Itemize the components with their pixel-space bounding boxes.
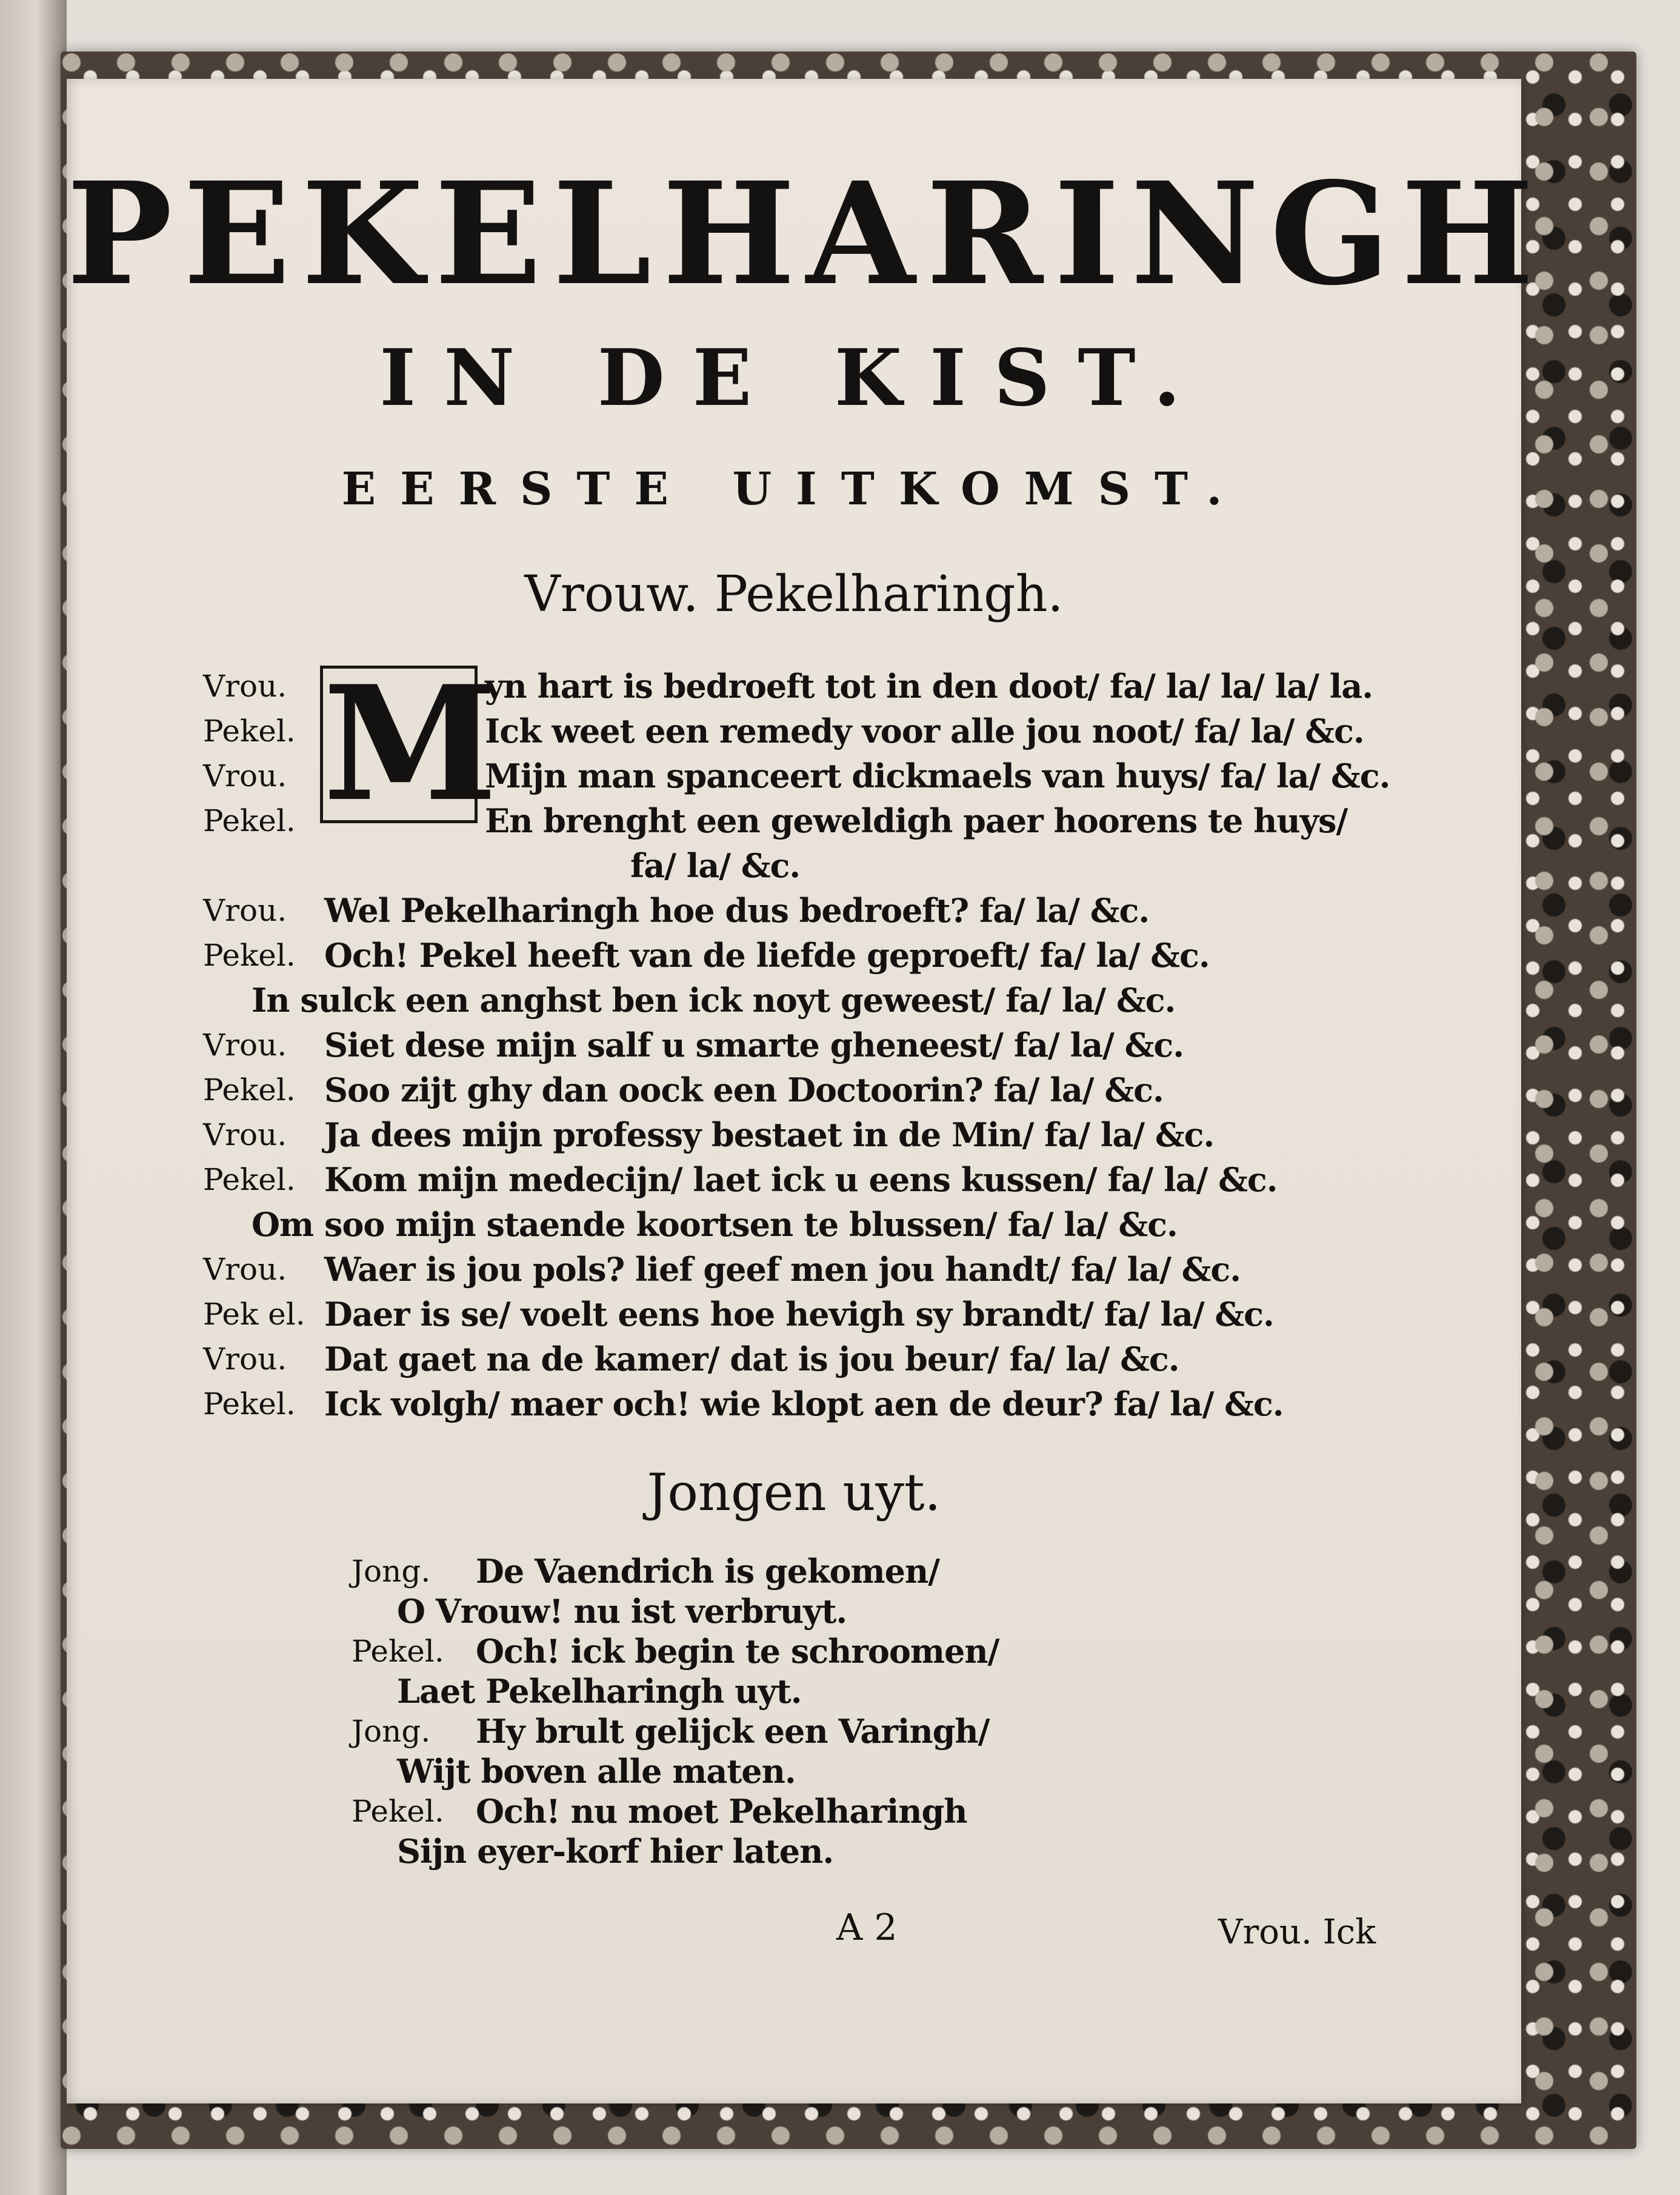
verse-text: De Vaendrich is gekomen/	[476, 1552, 939, 1591]
speaker-label: Pekel.	[352, 1794, 444, 1829]
speaker-label: Jong.	[352, 1554, 431, 1589]
dialogue-line	[67, 1334, 1521, 1385]
verse-text: O Vrouw! nu ist verbruyt.	[397, 1592, 847, 1631]
verse-text: Och! nu moet Pekelharingh	[476, 1792, 967, 1831]
verse-text: Ick volgh/ maer och! wie klopt aen de deur? fa/ la/ &c.	[324, 1385, 1284, 1423]
dialogue-line	[67, 1154, 1521, 1205]
verse-text: Laet Pekelharingh uyt.	[397, 1672, 802, 1711]
speaker-label: Jong.	[352, 1714, 431, 1749]
title-sub: IN DE KIST.	[379, 333, 1208, 424]
speaker-label: Pekel.	[203, 713, 296, 749]
verse-text: In sulck een anghst ben ick noyt geweest/ fa/ la/ &c.	[252, 981, 1176, 1020]
speaker-label: Pekel.	[352, 1634, 444, 1669]
verse-text: Wijt boven alle maten.	[397, 1752, 796, 1791]
dialogue-line	[67, 1109, 1521, 1160]
speaker-label: Vrou.	[203, 1027, 287, 1063]
dialogue-line	[67, 1826, 1521, 1877]
verse-text: Wel Pekelharingh hoe dus bedroeft? fa/ la/ &c.	[324, 891, 1150, 930]
speaker-label: Pekel.	[203, 1162, 296, 1197]
dialogue-line	[67, 1199, 1521, 1250]
verse-text: Om soo mijn staende koortsen te blussen/ fa/ la/ &c.	[252, 1205, 1178, 1244]
verse-text: Hy brult gelijck een Varingh/	[476, 1712, 990, 1751]
speaker-label: Pekel.	[203, 1072, 296, 1108]
verse-text: En brenght een geweldigh paer hoorens te huys/	[485, 801, 1348, 840]
dialogue-line	[67, 885, 1521, 936]
catchword: Vrou. Ick	[1218, 1913, 1376, 1952]
dialogue-line	[67, 795, 1521, 846]
verse-text: Soo zijt ghy dan oock een Doctoorin? fa/ la/ &c.	[324, 1071, 1164, 1109]
verse-text: yn hart is bedroeft tot in den doot/ fa/ la/ la/ la/ la.	[485, 667, 1373, 706]
speaker-label: Pekel.	[203, 803, 296, 838]
speaker-label: Vrou.	[203, 758, 287, 793]
book-page	[67, 79, 1545, 2103]
dialogue-line	[67, 930, 1521, 981]
verse-text: Daer is se/ voelt eens hoe hevigh sy brandt/ fa/ la/ &c.	[324, 1295, 1274, 1334]
verse-text: Dat gaet na de kamer/ dat is jou beur/ fa/ la/ &c.	[324, 1340, 1179, 1378]
dialogue-line	[67, 706, 1521, 757]
verse-text: Mijn man spanceert dickmaels van huys/ fa/ la/ &c.	[485, 757, 1390, 795]
dialogue-line	[67, 750, 1521, 801]
speaker-label: Vrou.	[203, 1341, 287, 1377]
speaker-label: Vrou.	[203, 1117, 287, 1152]
verse-text: Och! ick begin te schroomen/	[476, 1632, 999, 1671]
speaker-label: Vrou.	[203, 669, 287, 704]
initial-letter: M	[323, 652, 498, 837]
dialogue-line	[67, 840, 1521, 891]
speaker-label: Vrou.	[203, 893, 287, 928]
dialogue-line	[67, 975, 1521, 1026]
section-heading: EERSTE UITKOMST.	[341, 463, 1247, 515]
signature-mark: A 2	[836, 1906, 898, 1949]
verse-text: Siet dese mijn salf u smarte gheneest/ fa/ la/ &c.	[324, 1026, 1184, 1064]
speakers-heading: Vrouw. Pekelharingh.	[524, 566, 1064, 623]
speaker-label: Vrou.	[203, 1252, 287, 1287]
dialogue-line	[67, 1289, 1521, 1340]
speaker-label: Pek el.	[203, 1297, 305, 1332]
dialogue-line	[67, 1020, 1521, 1071]
verse-text: Waer is jou pols? lief geef men jou handt/ fa/ la/ &c.	[324, 1250, 1241, 1289]
dialogue-line	[67, 1064, 1521, 1115]
speaker-label: Pekel.	[203, 1386, 296, 1422]
verse-text: Ick weet een remedy voor alle jou noot/ fa/ la/ &c.	[485, 712, 1364, 750]
dialogue-line	[67, 1244, 1521, 1295]
facing-page-edge	[0, 0, 67, 2195]
dialogue-line	[67, 661, 1521, 712]
verse-text: fa/ la/ &c.	[630, 846, 801, 885]
verse-text: Sijn eyer-korf hier laten.	[397, 1832, 834, 1871]
dialogue-line	[67, 1378, 1521, 1429]
verse-text: Kom mijn medecijn/ laet ick u eens kussen/ fa/ la/ &c.	[324, 1160, 1278, 1199]
verse-text: Ja dees mijn professy bestaet in de Min/ fa/ la/ &c.	[324, 1115, 1215, 1154]
verse-text: Och! Pekel heeft van de liefde geproeft/ fa/ la/ &c.	[324, 936, 1210, 975]
title-main: PEKELHARINGH	[67, 151, 1545, 316]
jongen-heading: Jongen uyt.	[647, 1463, 941, 1522]
speaker-label: Pekel.	[203, 938, 296, 973]
